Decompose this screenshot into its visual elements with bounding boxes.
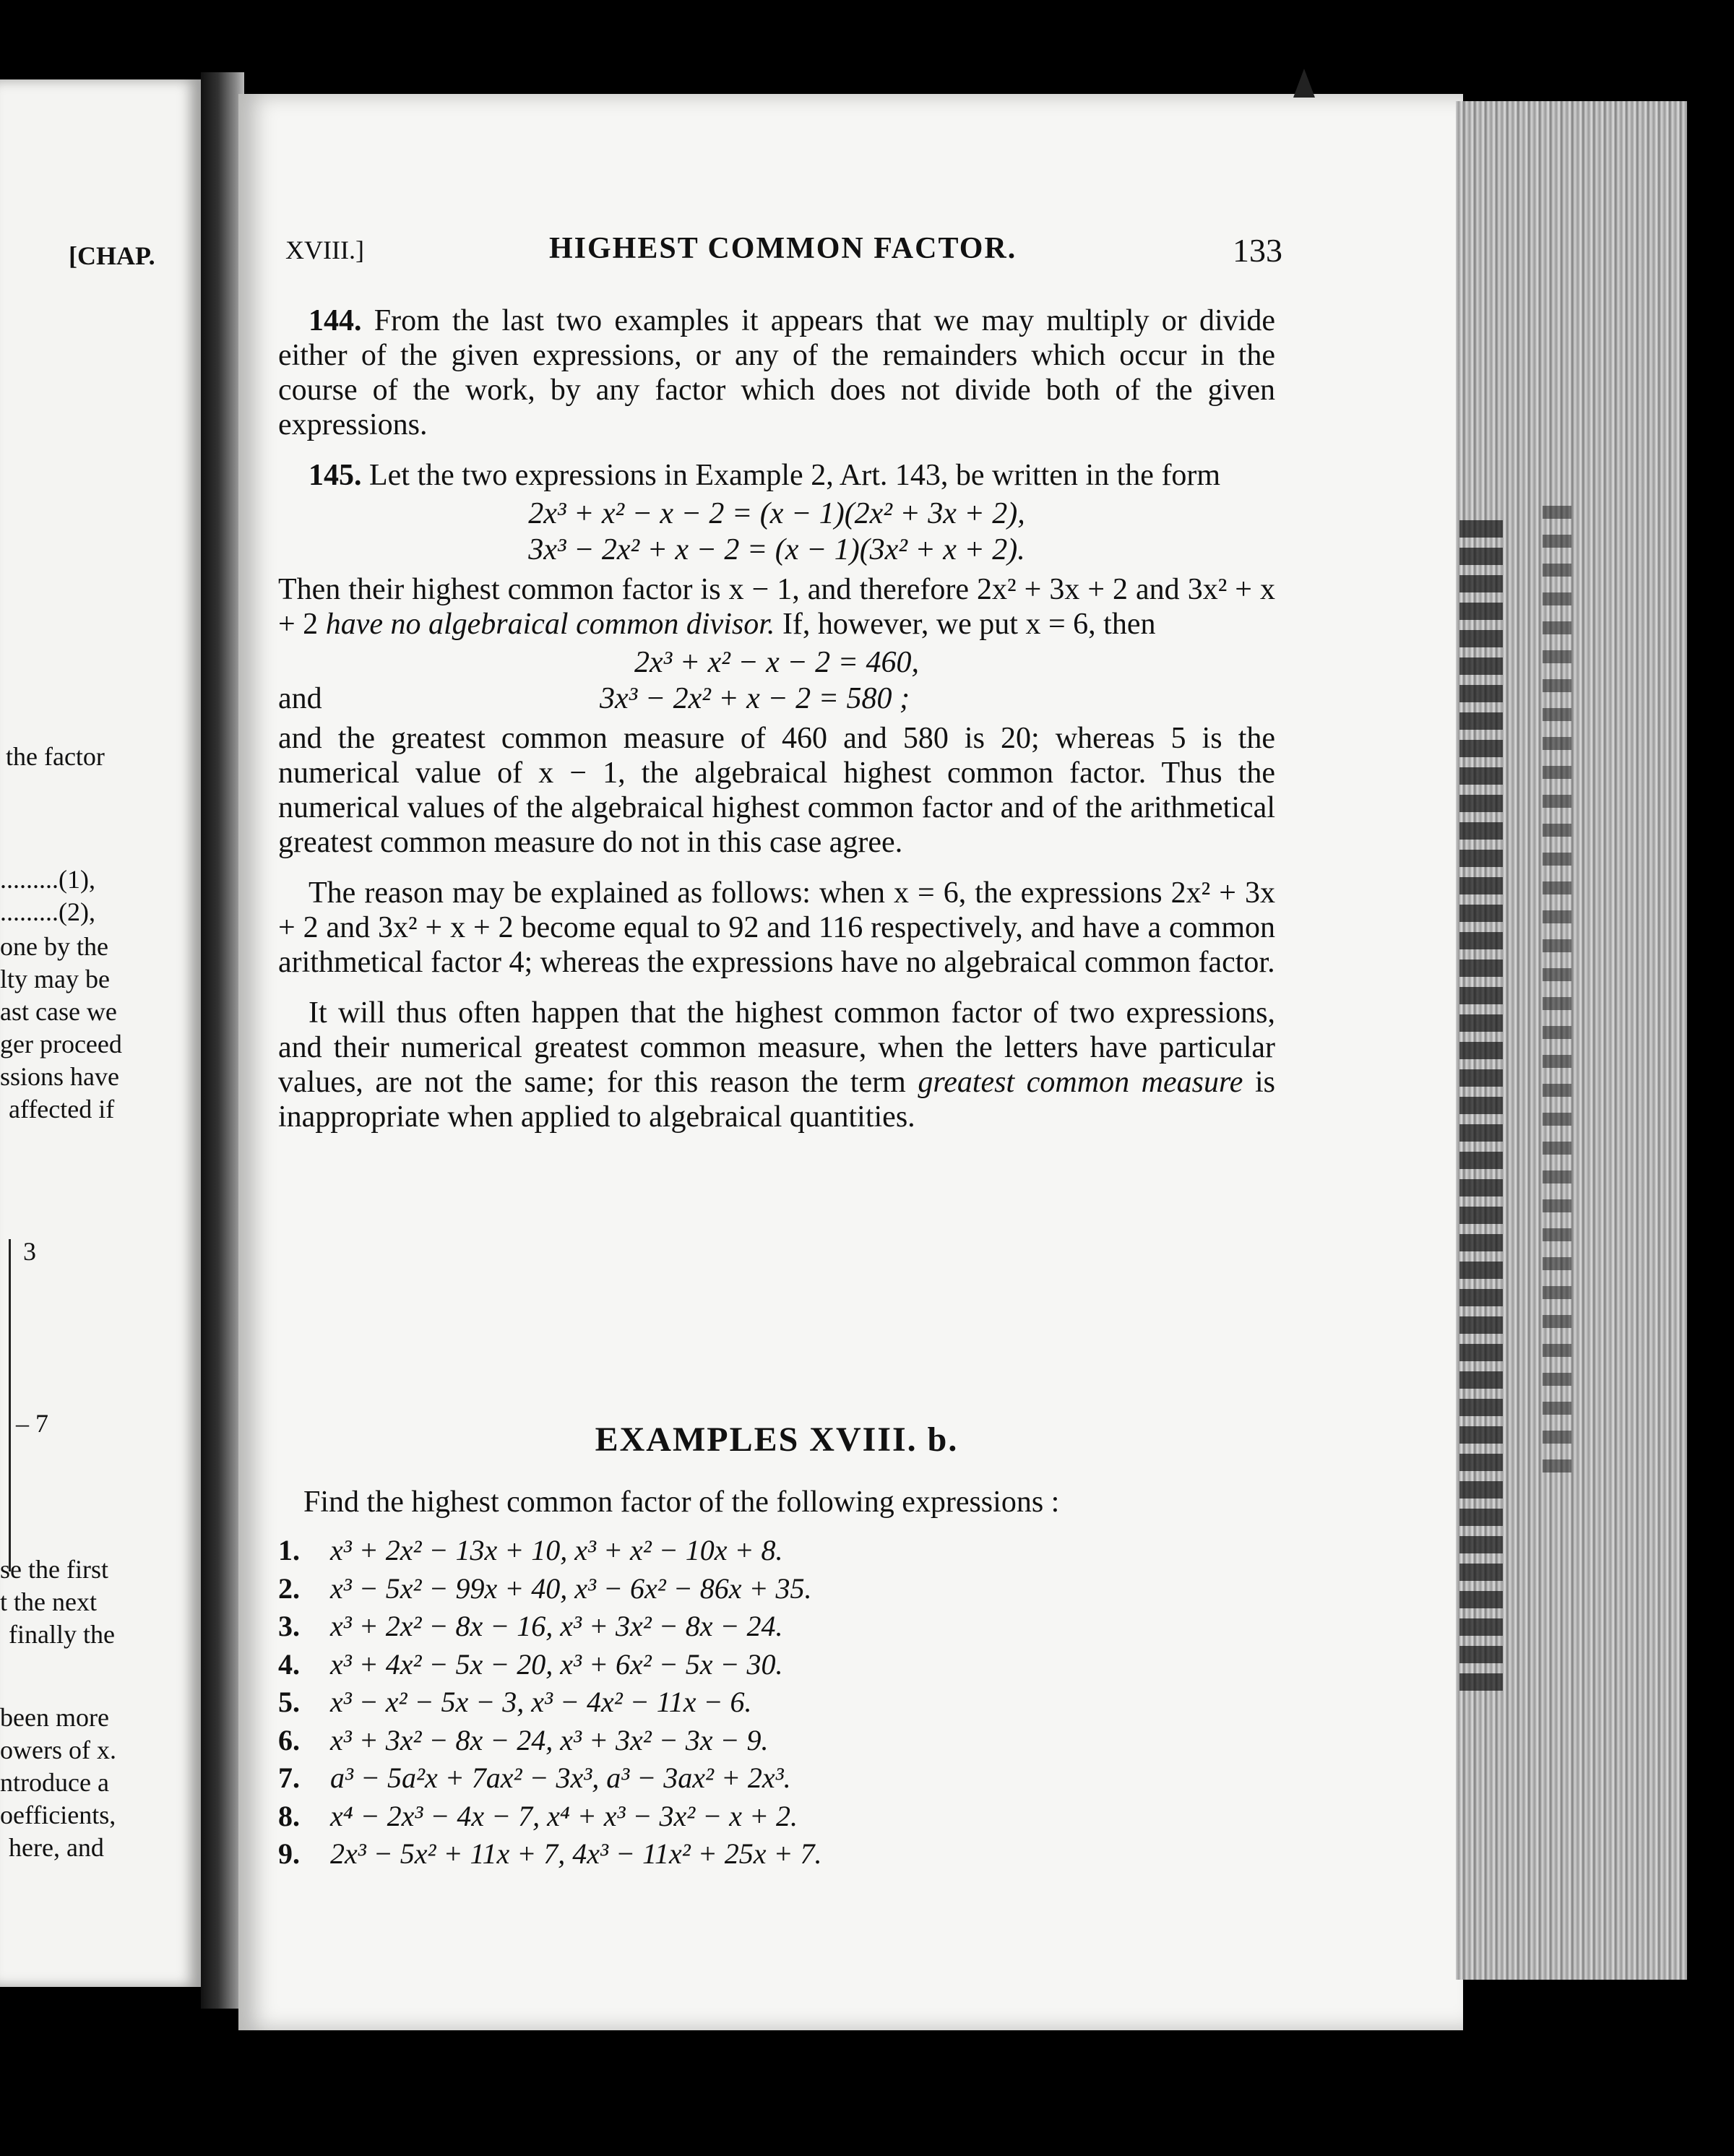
left-page-line: been more xyxy=(0,1703,109,1732)
equation: 2x³ + x² − x − 2 = (x − 1)(2x² + 3x + 2), xyxy=(528,497,1025,530)
left-page-line: the factor xyxy=(6,742,105,771)
left-page-line: one by the xyxy=(0,932,108,961)
book-gutter xyxy=(201,72,244,2009)
item-number: 4. xyxy=(278,1647,300,1681)
emphasis-text: have no algebraical common divisor. xyxy=(325,608,775,641)
item-number: 9. xyxy=(278,1837,300,1870)
left-page-line: ast case we xyxy=(0,997,117,1026)
paragraph-text: If, however, we put x = 6, then xyxy=(782,608,1156,641)
chapter-label: XVIII.] xyxy=(285,236,364,264)
page-edges xyxy=(1456,101,1687,1980)
list-item xyxy=(278,1570,1275,1608)
equation-row xyxy=(278,681,1275,717)
item-number: 7. xyxy=(278,1762,300,1794)
paragraph-text: Let the two expressions in Example 2, Art. 143, be written in the form xyxy=(369,459,1221,492)
left-page-line: .........(2), xyxy=(0,897,95,926)
item-number: 6. xyxy=(278,1723,300,1756)
article-145-intro xyxy=(278,458,1275,493)
left-page-line: – 7 xyxy=(16,1409,48,1438)
equation: 2x³ + x² − x − 2 = 460, xyxy=(634,646,919,679)
left-page-line: affected if xyxy=(9,1095,115,1124)
article-number: 144. xyxy=(309,304,362,337)
item-number: 8. xyxy=(278,1799,300,1832)
paragraph-text: It will thus often happen that the highest common factor of two expressions, and their numerical greatest common measure, when the letters have particular values, are not the same; for this reason the term xyxy=(278,996,1275,1099)
running-header xyxy=(285,231,1282,275)
paragraph-text: is inappropriate when applied to algebraical quantities. xyxy=(278,1066,1276,1134)
list-item xyxy=(278,1722,1275,1760)
item-number: 3. xyxy=(278,1610,300,1642)
item-expression: x³ + 4x² − 5x − 20, x³ + 6x² − 5x − 30. xyxy=(330,1647,783,1681)
list-item xyxy=(278,1798,1275,1836)
left-page-header: [CHAP. xyxy=(69,241,155,270)
left-page-line: finally the xyxy=(9,1620,115,1649)
left-page-line: ssions have xyxy=(0,1062,119,1091)
item-expression: 2x³ − 5x² + 11x + 7, 4x³ − 11x² + 25x + 7. xyxy=(330,1837,822,1870)
article-number: 145. xyxy=(309,459,362,492)
item-expression: x⁴ − 2x³ − 4x − 7, x⁴ + x³ − 3x² − x + 2. xyxy=(330,1799,798,1832)
item-expression: x³ − 5x² − 99x + 40, x³ − 6x² − 86x + 35. xyxy=(330,1571,812,1605)
equation: 3x³ − 2x² + x − 2 = 580 ; xyxy=(600,682,910,715)
item-expression: x³ + 2x² − 8x − 16, x³ + 3x² − 8x − 24. xyxy=(330,1610,783,1642)
item-expression: x³ + 3x² − 8x − 24, x³ + 3x² − 3x − 9. xyxy=(330,1723,769,1756)
left-page-line: t the next xyxy=(0,1587,97,1616)
item-number: 2. xyxy=(278,1571,300,1605)
list-item xyxy=(278,1759,1275,1798)
paragraph-text: Then their highest common factor is x − 1, and therefore 2x² + 3x + 2 and 3x² + x + 2 xyxy=(278,573,1275,641)
article-144 xyxy=(278,303,1275,442)
emphasis-text: greatest common measure xyxy=(918,1066,1243,1099)
paragraph xyxy=(278,572,1275,642)
item-expression: a³ − 5a²x + 7ax² − 3x³, a³ − 3ax² + 2x³. xyxy=(330,1762,791,1794)
left-page-line: here, and xyxy=(9,1833,104,1862)
left-page-line: 3 xyxy=(23,1237,36,1266)
left-page-line: oefficients, xyxy=(0,1801,116,1829)
equation-block xyxy=(278,496,1275,568)
item-expression: x³ + 2x² − 13x + 10, x³ + x² − 10x + 8. xyxy=(330,1534,783,1566)
list-item xyxy=(278,1608,1275,1646)
list-item xyxy=(278,1646,1275,1684)
equation-block xyxy=(278,644,1275,717)
division-rule xyxy=(9,1239,11,1571)
main-text xyxy=(278,303,1275,1150)
left-page-line: owers of x. xyxy=(0,1735,116,1764)
paragraph-text: From the last two examples it appears that we may multiply or divide either of the given expressions, or any of the remainders which occur in the course of the work, by any factor which does not divide both of the given expressions. xyxy=(278,304,1275,441)
list-item xyxy=(278,1835,1275,1873)
page-number: 133 xyxy=(1233,232,1282,269)
equation: 3x³ − 2x² + x − 2 = (x − 1)(3x² + x + 2). xyxy=(528,533,1025,566)
left-page-line: ger proceed xyxy=(0,1030,122,1058)
examples-intro: Find the highest common factor of the following expressions : xyxy=(303,1486,1060,1519)
item-number: 5. xyxy=(278,1686,300,1718)
left-page-fragment xyxy=(0,79,201,1987)
item-expression: x³ − x² − 5x − 3, x³ − 4x² − 11x − 6. xyxy=(330,1686,752,1718)
edge-stamp-mark xyxy=(1459,520,1503,1691)
paragraph xyxy=(278,996,1275,1134)
left-page-line: se the first xyxy=(0,1555,108,1584)
examples-list xyxy=(278,1532,1275,1873)
item-number: 1. xyxy=(278,1534,300,1566)
list-item xyxy=(278,1532,1275,1570)
page-title: HIGHEST COMMON FACTOR. xyxy=(549,232,1017,265)
left-page-line: lty may be xyxy=(0,965,110,993)
left-page-line: ntroduce a xyxy=(0,1768,109,1797)
examples-title: EXAMPLES XVIII. b. xyxy=(595,1420,959,1459)
list-item xyxy=(278,1683,1275,1722)
edge-stamp-mark xyxy=(1543,506,1571,1474)
and-label: and xyxy=(278,682,322,715)
paragraph: The reason may be explained as follows: when x = 6, the expressions 2x² + 3x + 2 and 3x² + x + 2 become equal to 92 and 116 respectively, and have a common arithmetical factor 4; whereas the expressions have no algebraical common factor. xyxy=(278,876,1275,979)
ink-mark xyxy=(1293,69,1315,98)
paragraph: and the greatest common measure of 460 and 580 is 20; whereas 5 is the numerical value of x − 1, the algebraical highest common factor. Thus the numerical values of the algebraical highest common factor and of the arithmetical greatest common measure do not in this case agree. xyxy=(278,722,1275,859)
left-page-line: .........(1), xyxy=(0,865,95,894)
